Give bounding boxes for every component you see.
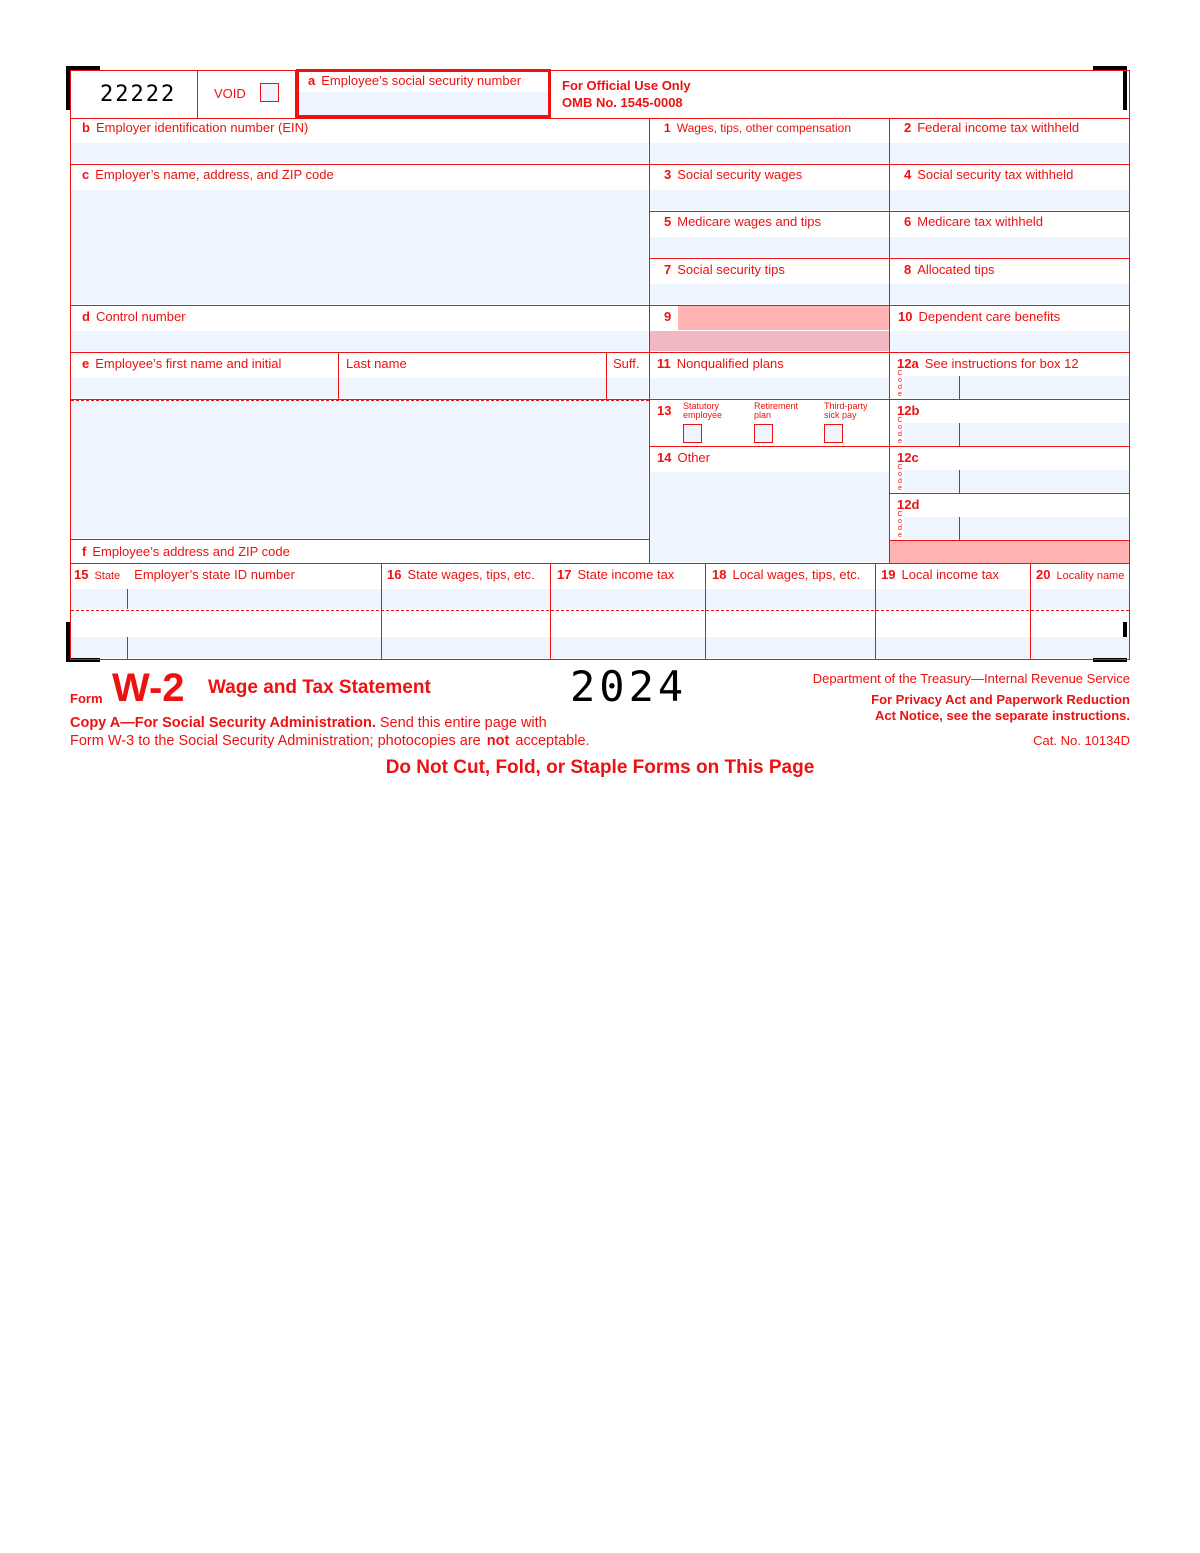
box-15-label: 15 State Employer’s state ID number	[74, 567, 295, 582]
box-12a-code-field[interactable]	[904, 376, 959, 398]
official-use-line1: For Official Use Only	[562, 78, 691, 93]
box-8-field[interactable]	[890, 284, 1129, 304]
box-17-label: 17 State income tax	[557, 567, 675, 582]
divider	[650, 211, 1130, 212]
box-11-field[interactable]	[650, 378, 889, 398]
divider	[381, 563, 382, 660]
code-letter: C	[897, 417, 903, 424]
copy-a-line2: Form W-3 to the Social Security Administration; photocopies are not acceptable.	[70, 733, 590, 749]
box-12b-code-field[interactable]	[904, 423, 959, 445]
box-e-label: e Employee’s first name and initial	[82, 356, 282, 371]
box-9-shaded-field	[650, 331, 889, 351]
box-e-last-label: Last name	[346, 356, 407, 371]
box-a-label: a Employee’s social security number	[308, 73, 522, 88]
divider	[875, 563, 876, 660]
code-letter: d	[898, 478, 902, 485]
divider	[70, 563, 1130, 564]
box-7-label: 7 Social security tips	[664, 262, 785, 277]
box-b-label: b Employer identification number (EIN)	[82, 120, 309, 135]
state-row-1[interactable]	[71, 589, 1129, 609]
box-d-label: d Control number	[82, 309, 186, 324]
box-6-field[interactable]	[890, 237, 1129, 257]
box-c-label: c Employer’s name, address, and ZIP code	[82, 167, 334, 182]
omb-number: OMB No. 1545-0008	[562, 95, 683, 110]
catalog-number: Cat. No. 10134D	[1033, 733, 1130, 748]
box-e-first-name-field[interactable]	[71, 378, 338, 398]
divider	[650, 446, 890, 447]
form-code: 22222	[100, 82, 177, 107]
box-14-other-field[interactable]	[650, 472, 889, 562]
box-e-last-name-field[interactable]	[339, 378, 606, 398]
box-8-label: 8 Allocated tips	[904, 262, 995, 277]
box-12d-code-field[interactable]	[904, 517, 959, 539]
box-12c-label: 12c	[897, 450, 919, 465]
divider	[1030, 563, 1031, 660]
divider	[127, 589, 128, 609]
code-letter: C	[897, 464, 903, 471]
divider	[890, 446, 1130, 447]
box-11-label: 11 Nonqualified plans	[657, 356, 784, 371]
code-letter: e	[898, 485, 902, 492]
code-letter: e	[898, 391, 902, 398]
box-f-address-field[interactable]	[71, 401, 648, 538]
box-e-suff-label: Suff.	[613, 356, 640, 371]
divider	[890, 493, 1130, 494]
divider	[550, 563, 551, 660]
retirement-plan-checkbox[interactable]	[754, 424, 773, 443]
divider	[650, 164, 1130, 165]
void-label: VOID	[214, 86, 246, 101]
code-letter: C	[897, 511, 903, 518]
box-e-suffix-field[interactable]	[607, 378, 648, 398]
box-7-field[interactable]	[650, 284, 889, 304]
treasury-dept: Department of the Treasury—Internal Revenue Service	[812, 671, 1130, 686]
retirement-plan-label: Retirement plan	[754, 401, 799, 420]
box-12-shaded-area	[890, 541, 1129, 563]
divider	[70, 539, 650, 540]
divider	[127, 637, 128, 659]
box-b-ein-field[interactable]	[71, 143, 648, 163]
box-16-label: 16 State wages, tips, etc.	[387, 567, 535, 582]
divider	[70, 118, 1130, 119]
box-3-field[interactable]	[650, 190, 889, 210]
code-letter: o	[898, 471, 902, 478]
box-9-label: 9	[664, 309, 672, 324]
code-letter: o	[898, 424, 902, 431]
box-c-employer-field[interactable]	[71, 190, 648, 304]
code-letter: d	[898, 431, 902, 438]
box-12a-label: 12a See instructions for box 12	[897, 356, 1079, 371]
statutory-employee-checkbox[interactable]	[683, 424, 702, 443]
tax-year: 2024	[570, 662, 688, 711]
box-6-label: 6 Medicare tax withheld	[904, 214, 1043, 229]
box-4-field[interactable]	[890, 190, 1129, 210]
box-f-label: f Employee’s address and ZIP code	[82, 544, 290, 559]
box-12a-amount-field[interactable]	[960, 376, 1129, 398]
box-12b-amount-field[interactable]	[960, 423, 1129, 445]
code-letter: d	[898, 384, 902, 391]
box-d-control-field[interactable]	[71, 331, 648, 351]
privacy-notice-line1: For Privacy Act and Paperwork Reduction	[871, 692, 1130, 707]
form-word: Form	[70, 691, 103, 706]
third-party-sick-pay-label: Third-party sick pay	[824, 401, 868, 420]
box-9-shaded	[678, 306, 889, 330]
code-letter: C	[897, 370, 903, 377]
box-13-label: 13	[657, 403, 672, 418]
box-19-label: 19 Local income tax	[881, 567, 1000, 582]
box-3-label: 3 Social security wages	[664, 167, 803, 182]
divider	[650, 258, 1130, 259]
code-letter: o	[898, 377, 902, 384]
box-10-field[interactable]	[890, 331, 1129, 351]
box-18-label: 18 Local wages, tips, etc.	[712, 567, 861, 582]
state-row-2[interactable]	[71, 637, 1129, 658]
void-checkbox[interactable]	[260, 83, 279, 102]
box-2-field[interactable]	[890, 143, 1129, 163]
box-5-label: 5 Medicare wages and tips	[664, 214, 822, 229]
box-12d-label: 12d	[897, 497, 920, 512]
box-1-label: 1 Wages, tips, other compensation	[664, 121, 851, 135]
copy-a-line1: Copy A—For Social Security Administration. Send this entire page with	[70, 715, 547, 731]
code-letter: e	[898, 438, 902, 445]
code-letter: d	[898, 525, 902, 532]
third-party-sick-pay-checkbox[interactable]	[824, 424, 843, 443]
dashed-separator	[71, 610, 1129, 611]
box-12d-amount-field[interactable]	[960, 517, 1129, 539]
code-letter: e	[898, 532, 902, 539]
do-not-cut-notice: Do Not Cut, Fold, or Staple Forms on This Page	[385, 757, 815, 778]
statutory-employee-label: Statutory employee	[683, 401, 723, 420]
code-letter: o	[898, 518, 902, 525]
box-12b-label: 12b	[897, 403, 920, 418]
box-1-field[interactable]	[650, 143, 889, 163]
box-4-label: 4 Social security tax withheld	[904, 167, 1074, 182]
box-20-label: 20 Locality name	[1036, 567, 1125, 582]
form-name-w2: W-2	[112, 666, 185, 710]
w2-form-grid	[70, 70, 1130, 660]
divider	[70, 305, 650, 306]
box-2-label: 2 Federal income tax withheld	[904, 120, 1080, 135]
box-10-label: 10 Dependent care benefits	[898, 309, 1061, 324]
box-5-field[interactable]	[650, 237, 889, 257]
divider	[70, 352, 1130, 353]
box-12c-code-field[interactable]	[904, 470, 959, 492]
divider	[705, 563, 706, 660]
privacy-notice-line2: Act Notice, see the separate instructions.	[874, 708, 1130, 723]
form-title: Wage and Tax Statement	[208, 677, 431, 698]
divider	[70, 164, 650, 165]
box-14-label: 14 Other	[657, 450, 710, 465]
box-12c-amount-field[interactable]	[960, 470, 1129, 492]
divider	[197, 70, 198, 118]
